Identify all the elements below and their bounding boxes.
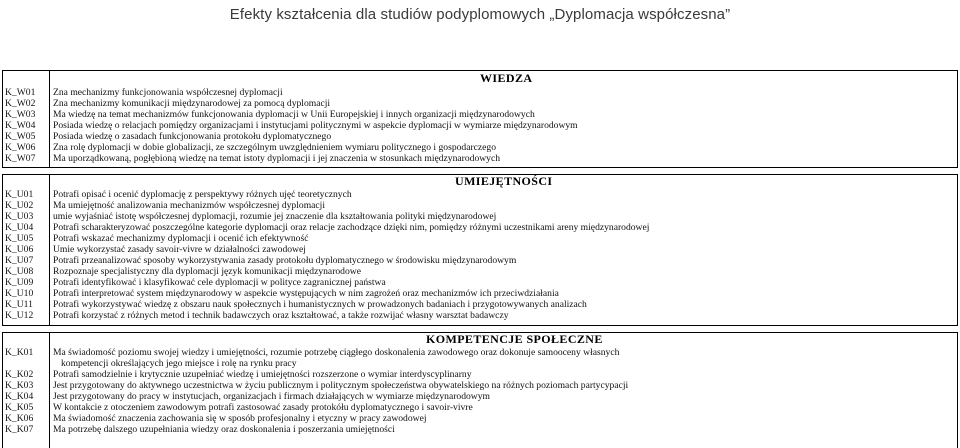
outcome-item: Potrafi samodzielnie i krytycznie uzupełniać wiedzę i umiejętności rozszerzone o wymiar interdyscyplinarny [53,369,472,380]
outcome-item: Potrafi korzystać z różnych metod i technik badawczych oraz kształtować, a także rozwijać własny warsztat badawczy [53,310,509,321]
outcome-item: Ma wiedzę na temat mechanizmów funkcjonowania dyplomacji w Unii Europejskiej i innych organizacji międzynarodowych [53,109,535,120]
code-cell: K_K04 [5,391,34,402]
outcome-item: umie wyjaśniać istotę współczesnej dyplomacji, rozumie jej znaczenie dla kształtowania polityki międzynarodowej [53,211,497,222]
outcome-item: Ma świadomość znaczenia zachowania się w sposób profesjonalny i etyczny w pracy zawodowej [53,413,427,424]
outcome-item: Ma potrzebę dalszego uzupełniania wiedzy oraz doskonalenia i poszerzania umiejętności [53,424,395,435]
outcome-item: Potrafi wykorzystywać wiedzę z obszaru nauk społecznych i humanistycznych w prowadzonych badaniach i przygotowywanych analizach [53,299,587,310]
code-cell: K_W03 [5,109,36,120]
outcome-item: Ma świadomość poziomu swojej wiedzy i umiejętności, rozumie potrzebę ciągłego doskonalenia zawodowego oraz dokonuje samooceny własnych [53,347,620,358]
outcome-item: Potrafi scharakteryzować poszczególne kategorie dyplomacji oraz relacje zachodzące dzięki nim, pomiędzy różnymi uczestnikami areny międzynarodowej [53,222,650,233]
code-cell: K_K03 [5,380,34,391]
outcome-item: Ma uporządkowaną, pogłębioną wiedzę na temat istoty dyplomacji i jej znaczenia w stosunkach międzynarodowych [53,153,501,164]
code-cell: K_W05 [5,131,36,142]
code-cell: K_U05 [5,233,34,244]
code-cell: K_K07 [5,424,34,435]
outcome-item-continuation: kompetencji określających jego miejsce i rolę na rynku pracy [61,358,297,369]
code-cell: K_W07 [5,153,36,164]
code-cell: K_K01 [5,347,34,358]
outcome-item: Posiada wiedzę o relacjach pomiędzy organizacjami i instytucjami politycznymi w aspekcie dyplomacji w wymiarze międzynarodowym [53,120,578,131]
code-cell: K_U07 [5,255,34,266]
code-cell: K_W01 [5,87,36,98]
outcome-item: Zna mechanizmy funkcjonowania współczesnej dyplomacji [53,87,283,98]
outcome-item: Potrafi identyfikować i klasyfikować cele dyplomacji w polityce zagranicznej państwa [53,277,386,288]
outcome-item: Posiada wiedzę o zasadach funkcjonowania protokołu dyplomatycznego [53,131,332,142]
outcome-item: W kontakcie z otoczeniem zawodowym potrafi zastosować zasady protokółu dyplomatycznego i savoir-vivre [53,402,473,413]
code-cell: K_U01 [5,189,34,200]
code-cell: K_U09 [5,277,34,288]
learning-outcomes-table [2,70,958,448]
section-heading-kompetencje: KOMPETENCJE SPOŁECZNE [426,333,603,346]
section-wiedza [2,70,958,168]
code-cell: K_U06 [5,244,34,255]
code-cell: K_U11 [5,299,33,310]
code-cell: K_U12 [5,310,34,321]
umiejetnosci-content [50,175,957,325]
outcome-item: Zna mechanizmy komunikacji międzynarodowej za pomocą dyplomacji [53,98,331,109]
page-title: Efekty kształcenia dla studiów podyplomowych „Dyplomacja współczesna” [229,6,731,23]
section-heading-wiedza: WIEDZA [480,71,533,85]
outcome-item: Potrafi przeanalizować sposoby wykorzystywania zasady protokołu dyplomatycznego w środowisku międzynarodowym [53,255,517,266]
code-cell: K_U02 [5,200,34,211]
outcome-item: Potrafi opisać i ocenić dyplomację z perspektywy różnych ujęć teoretycznych [53,189,352,200]
umiejetnosci-codes [3,175,50,325]
code-cell: K_W02 [5,98,36,109]
code-cell: K_W04 [5,120,36,131]
section-heading-umiejetnosci: UMIEJĘTNOŚCI [455,175,553,188]
code-cell: K_U03 [5,211,34,222]
code-cell: K_W06 [5,142,36,153]
code-cell: K_U08 [5,266,34,277]
code-cell: K_K06 [5,413,34,424]
wiedza-content [50,71,957,167]
outcome-item: Jest przygotowany do aktywnego uczestnictwa w życiu publicznym i politycznym społeczeństwa obywatelskiego na różnych poziomach partycypacji [53,380,629,391]
wiedza-codes [3,71,50,167]
section-kompetencje [2,332,958,448]
outcome-item: Ma umiejętność analizowania mechanizmów współczesnej dyplomacji [53,200,325,211]
code-cell: K_U04 [5,222,34,233]
code-cell: K_K02 [5,369,34,380]
outcome-item: Umie wykorzystać zasady savoir-vivre w działalności zawodowej [53,244,306,255]
outcome-item: Zna rolę dyplomacji w dobie globalizacji, ze szczególnym uwzględnieniem wymiaru politycznego i gospodarczego [53,142,497,153]
kompetencje-codes [3,333,50,448]
code-cell: K_U10 [5,288,34,299]
outcome-item: Potrafi interpretować system międzynarodowy w aspekcie występujących w nim zagrożeń oraz mechanizmów ich przeciwdziałania [53,288,559,299]
outcome-item: Jest przygotowany do pracy w instytucjach, organizacjach i firmach działających w wymiarze międzynarodowym [53,391,490,402]
outcome-item: Rozpoznaje specjalistyczny dla dyplomacji język komunikacji międzynarodowe [53,266,361,277]
code-cell: K_K05 [5,402,34,413]
code-cell [5,358,49,369]
kompetencje-content [50,333,957,448]
outcome-item: Potrafi wskazać mechanizmy dyplomacji i ocenić ich efektywność [53,233,309,244]
section-umiejetnosci [2,174,958,326]
